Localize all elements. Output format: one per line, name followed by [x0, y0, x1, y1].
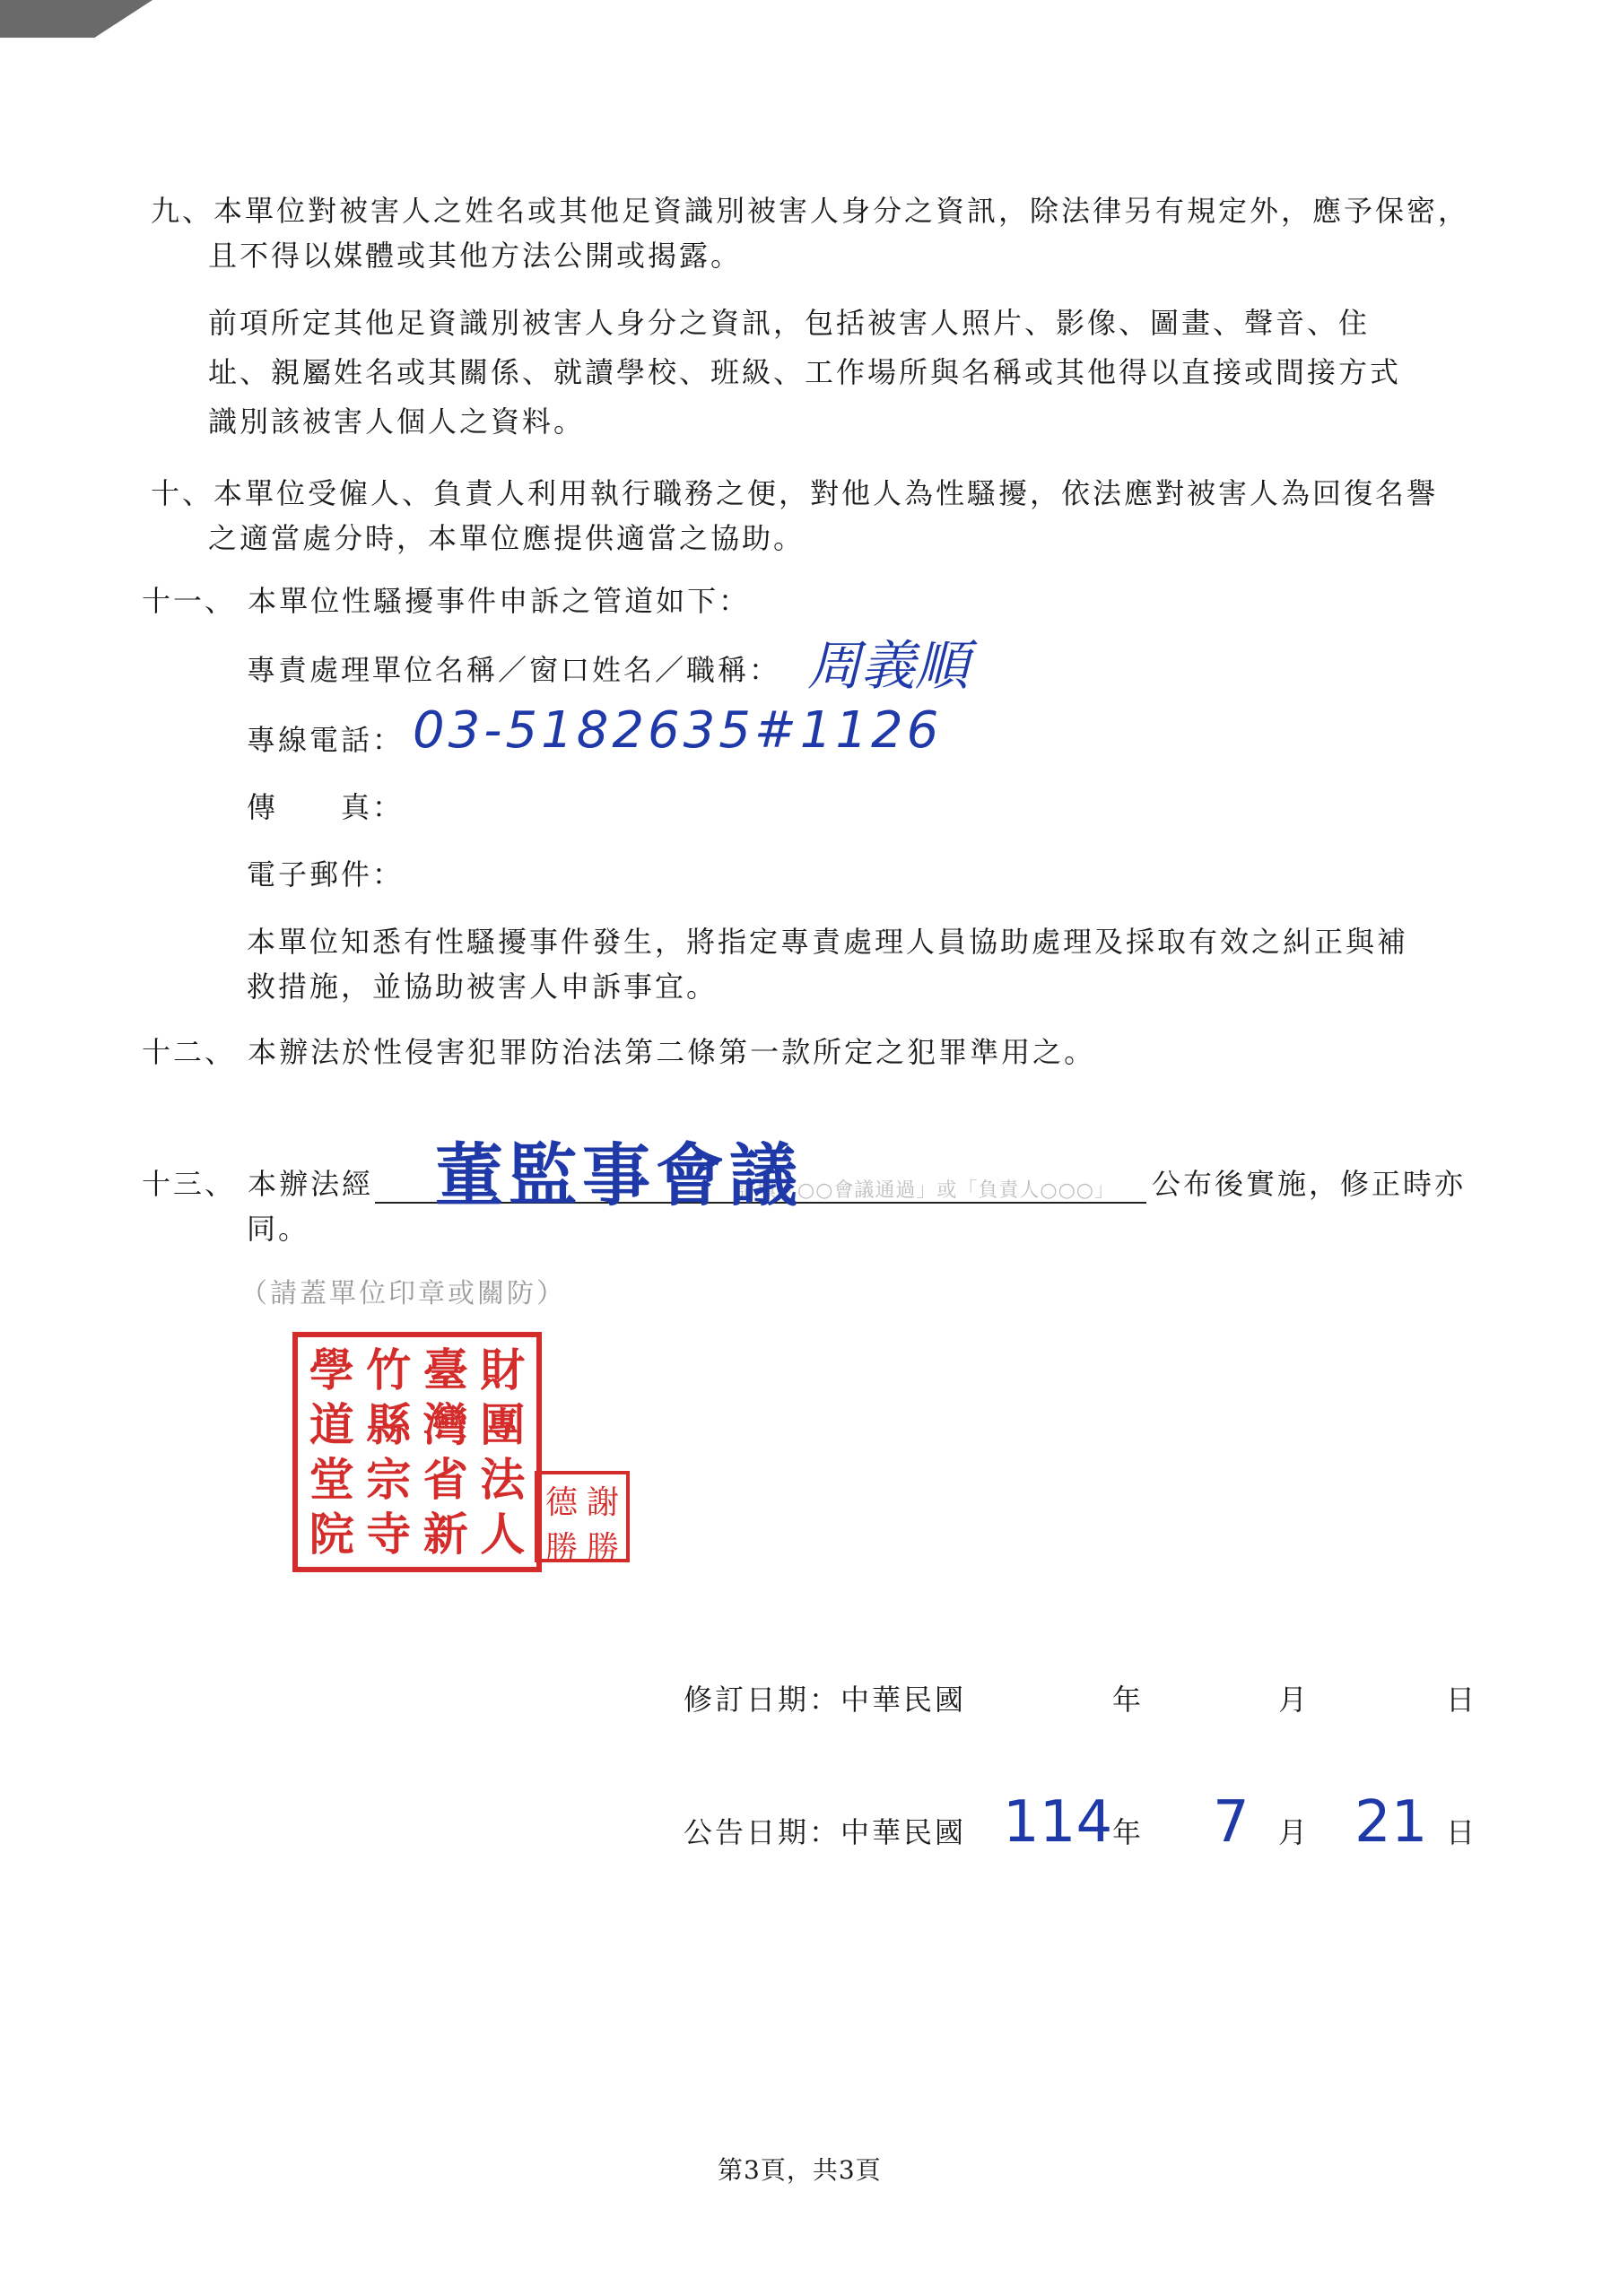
item-nine-line-2: 且不得以媒體或其他方法公開或揭露。 — [208, 239, 743, 273]
revise-year-unit: 年 — [1112, 1683, 1145, 1717]
contact-handwritten-name: 周義順 — [807, 635, 969, 698]
seal-char: 院 — [309, 1507, 354, 1561]
seal-char: 財 — [480, 1343, 526, 1396]
seal-instruction-note: （請蓋單位印章或關防） — [240, 1278, 566, 1309]
seal-char: 勝 — [587, 1530, 620, 1567]
item-nine-para2-line-1: 前項所定其他足資識別被害人身分之資訊，包括被害人照片、影像、圖畫、聲音、住 — [208, 306, 1371, 340]
revise-day-unit: 日 — [1446, 1683, 1478, 1717]
seal-char: 竹 — [366, 1343, 412, 1396]
item-nine-line-1: 九、本單位對被害人之姓名或其他足資識別被害人身分之資訊，除法律另有規定外，應予保密， — [151, 194, 1470, 228]
seal-char: 道 — [309, 1397, 354, 1451]
revise-date-label: 修訂日期：中華民國 — [684, 1683, 967, 1717]
email-label: 電子郵件： — [247, 857, 405, 891]
item-ten-line-2: 之適當處分時，本單位應提供適當之協助。 — [208, 521, 806, 555]
seal-char: 寺 — [366, 1507, 412, 1561]
announce-month-handwritten: 7 — [1213, 1789, 1250, 1856]
announce-year-unit: 年 — [1112, 1815, 1145, 1849]
seal-char: 新 — [422, 1507, 468, 1561]
organization-seal — [292, 1332, 542, 1572]
phone-handwritten-number: 03-5182635#1126 — [413, 701, 943, 760]
item-eleven-para-line-1: 本單位知悉有性騷擾事件發生，將指定專責處理人員協助處理及採取有效之糾正與補 — [247, 925, 1409, 959]
seal-char: 灣 — [422, 1397, 468, 1451]
seal-char: 縣 — [366, 1397, 412, 1451]
item-thirteen-handwritten-body: 董監事會議 — [435, 1135, 803, 1215]
announce-day-unit: 日 — [1446, 1815, 1478, 1849]
contact-label: 專責處理單位名稱／窗口姓名／職稱： — [247, 653, 781, 687]
phone-label: 專線電話： — [247, 723, 405, 757]
item-thirteen-line-2: 同。 — [247, 1212, 310, 1246]
item-thirteen-tail: 公布後實施，修正時亦 — [1152, 1167, 1467, 1201]
seal-char: 省 — [422, 1452, 468, 1506]
item-eleven-para-line-2: 救措施，並協助被害人申訴事宜。 — [247, 970, 719, 1004]
seal-char: 堂 — [309, 1452, 354, 1506]
item-thirteen-hint: 請填「○○會議通過」或「負責人○○○」 — [736, 1179, 1115, 1202]
seal-char: 德 — [545, 1484, 579, 1521]
seal-char: 臺 — [422, 1343, 468, 1396]
announce-day-handwritten: 21 — [1354, 1789, 1428, 1856]
seal-char: 法 — [480, 1452, 526, 1506]
item-thirteen-label: 十三、 本辦法經 — [142, 1167, 374, 1201]
item-ten-line-1: 十、本單位受僱人、負責人利用執行職務之便，對他人為性騷擾，依法應對被害人為回復名譽 — [151, 476, 1439, 510]
item-nine-para2-line-2: 址、親屬姓名或其關係、就讀學校、班級、工作場所與名稱或其他得以直接或間接方式 — [208, 355, 1402, 389]
announce-month-unit: 月 — [1278, 1815, 1311, 1849]
seal-char: 謝 — [587, 1484, 620, 1521]
seal-char: 勝 — [545, 1530, 579, 1567]
seal-char: 宗 — [366, 1452, 412, 1506]
item-nine-para2-line-3: 識別該被害人個人之資料。 — [208, 404, 586, 439]
seal-char: 團 — [480, 1397, 526, 1451]
announce-date-label: 公告日期：中華民國 — [684, 1815, 967, 1849]
page-number-footer: 第3頁，共3頁 — [718, 2155, 882, 2185]
item-eleven-heading: 十一、 本單位性騷擾事件申訴之管道如下： — [142, 584, 751, 618]
revise-month-unit: 月 — [1278, 1683, 1311, 1717]
seal-char: 人 — [480, 1507, 526, 1561]
seal-char: 學 — [309, 1343, 354, 1396]
item-twelve: 十二、 本辦法於性侵害犯罪防治法第二條第一款所定之犯罪準用之。 — [142, 1035, 1096, 1069]
representative-seal — [535, 1471, 630, 1567]
announce-year-handwritten: 114 — [1003, 1789, 1113, 1856]
scan-shadow-corner — [0, 0, 152, 38]
fax-label: 傳 真： — [247, 790, 405, 824]
